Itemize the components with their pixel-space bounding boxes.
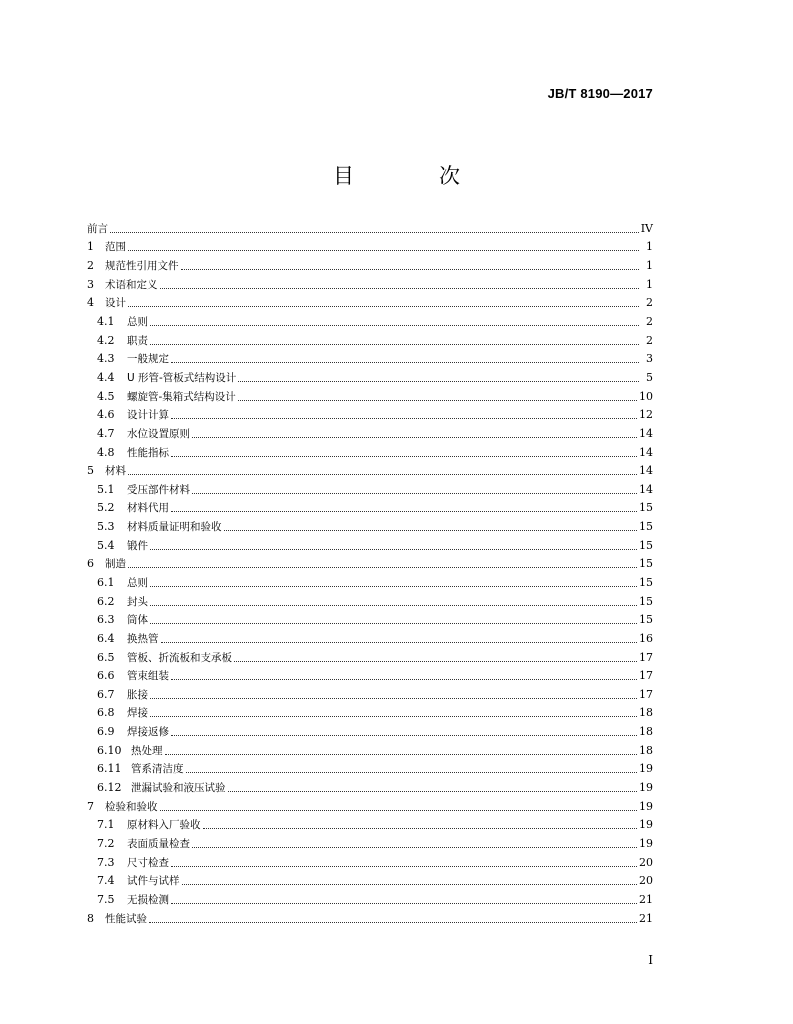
toc-entry[interactable] — [87, 461, 653, 480]
toc-entry-number: 1 — [87, 240, 94, 254]
dot-leader — [171, 362, 639, 363]
toc-entry-page: 17 — [639, 669, 653, 683]
toc-entry-page: 17 — [639, 650, 653, 664]
dot-leader — [203, 828, 638, 829]
toc-entry-number: 4.7 — [97, 426, 115, 440]
toc-entry-title: 规范性引用文件 — [105, 260, 179, 273]
toc-entry-number: 4.8 — [97, 445, 115, 459]
toc-entry[interactable] — [87, 648, 653, 667]
toc-entry-number: 6.3 — [97, 613, 115, 627]
toc-entry-title: 筒体 — [127, 614, 148, 627]
toc-title: 目 次 — [333, 164, 492, 188]
dot-leader — [150, 698, 637, 699]
toc-entry-number: 4.6 — [97, 408, 115, 422]
dot-leader — [171, 735, 637, 736]
dot-leader — [150, 549, 637, 550]
toc-entry-page: 15 — [639, 520, 653, 534]
toc-entry-page: 1 — [646, 240, 653, 254]
toc-entry-page: 5 — [646, 370, 653, 384]
toc-entry-number: 6.10 — [97, 743, 122, 757]
toc-entry[interactable] — [87, 294, 653, 313]
toc-entry-number: 6.5 — [97, 650, 115, 664]
toc-entry-page: 15 — [639, 557, 653, 571]
dot-leader — [182, 884, 638, 885]
toc-entry-title: 前言 — [87, 222, 108, 235]
toc-entry[interactable] — [87, 797, 653, 816]
toc-entry-number: 7 — [87, 799, 94, 813]
toc-entry-number: 4.3 — [97, 352, 115, 366]
dot-leader — [171, 866, 637, 867]
page-number: I — [648, 953, 653, 967]
toc-entry-title: 材料代用 — [127, 502, 169, 515]
toc-entry-title: 总则 — [127, 316, 148, 329]
toc-entry-page: 15 — [639, 575, 653, 589]
toc-entry[interactable] — [87, 853, 653, 872]
toc-entry-number: 8 — [87, 911, 94, 925]
toc-entry-page: 18 — [639, 706, 653, 720]
toc-entry-number: 6.4 — [97, 631, 115, 645]
toc-entry[interactable] — [87, 349, 653, 368]
toc-entry[interactable] — [87, 741, 653, 760]
toc-entry-number: 5.1 — [97, 482, 115, 496]
dot-leader — [171, 903, 637, 904]
toc-entry-title: 材料 — [105, 465, 126, 478]
dot-leader — [165, 754, 638, 755]
toc-entry-page: 17 — [639, 687, 653, 701]
toc-entry[interactable] — [87, 909, 653, 928]
toc-entry-page: 20 — [639, 855, 653, 869]
dot-leader — [238, 381, 639, 382]
toc-entry-title: U 形管-管板式结构设计 — [127, 371, 237, 384]
dot-leader — [234, 661, 637, 662]
toc-entry-page: 16 — [639, 631, 653, 645]
toc-entry-number: 6.7 — [97, 687, 115, 701]
toc-entry-title: 水位设置原则 — [127, 427, 190, 440]
toc-entry[interactable] — [87, 816, 653, 835]
toc-entry-number: 6 — [87, 557, 94, 571]
toc-entry-number: 6.9 — [97, 725, 115, 739]
dot-leader — [149, 922, 637, 923]
dot-leader — [192, 493, 637, 494]
toc-entry-number: 5.4 — [97, 538, 115, 552]
toc-entry-number: 7.5 — [97, 892, 115, 906]
toc-entry-number: 4.4 — [97, 370, 115, 384]
toc-entry-page: 3 — [646, 352, 653, 366]
toc-entry-page: 19 — [639, 781, 653, 795]
toc-entry-title: 性能指标 — [127, 446, 169, 459]
toc-entry-page: 1 — [646, 277, 653, 291]
toc-entry-title: 设计 — [105, 297, 126, 310]
toc-entry-title: 职责 — [127, 334, 148, 347]
dot-leader — [150, 605, 637, 606]
toc-entry-page: 20 — [639, 874, 653, 888]
toc-entry-page: 14 — [639, 464, 653, 478]
dot-leader — [150, 325, 639, 326]
toc-entry[interactable] — [87, 424, 653, 443]
dot-leader — [171, 679, 637, 680]
dot-leader — [150, 623, 637, 624]
toc-entry[interactable] — [87, 592, 653, 611]
toc-entry-page: 15 — [639, 594, 653, 608]
toc-entry[interactable] — [87, 275, 653, 294]
dot-leader — [171, 418, 637, 419]
toc-entry-title: 锻件 — [127, 539, 148, 552]
toc-entry-page: 2 — [646, 315, 653, 329]
toc-entry-page: 19 — [639, 762, 653, 776]
toc-entry-number: 3 — [87, 277, 94, 291]
toc-entry-title: 管系清洁度 — [131, 763, 184, 776]
toc-entry-page: 14 — [639, 426, 653, 440]
toc-entry-title: 制造 — [105, 558, 126, 571]
toc-entry-number: 6.1 — [97, 575, 115, 589]
toc-entry[interactable] — [87, 890, 653, 909]
toc-entry-number: 5.2 — [97, 501, 115, 515]
toc-entry[interactable] — [87, 871, 653, 890]
toc-entry-page: 18 — [639, 725, 653, 739]
dot-leader — [128, 567, 637, 568]
toc-entry-title: 检验和验收 — [105, 800, 158, 813]
toc-entry-page: 15 — [639, 613, 653, 627]
dot-leader — [160, 810, 638, 811]
toc-entry-number: 5.3 — [97, 520, 115, 534]
toc-entry[interactable] — [87, 778, 653, 797]
toc-entry-number: 5 — [87, 464, 94, 478]
toc-entry-page: 10 — [639, 389, 653, 403]
dot-leader — [160, 288, 640, 289]
toc-entry-number: 4.2 — [97, 333, 115, 347]
toc-entry-title: 管板、折流板和支承板 — [127, 651, 232, 664]
toc-entry-number: 6.12 — [97, 781, 122, 795]
toc-entry-title: 一般规定 — [127, 353, 169, 366]
toc-entry[interactable] — [87, 219, 653, 238]
dot-leader — [171, 511, 637, 512]
toc-entry-title: 试件与试样 — [127, 875, 180, 888]
toc-entry-page: 21 — [639, 892, 653, 906]
toc-entry-title: 管束组装 — [127, 670, 169, 683]
dot-leader — [150, 716, 637, 717]
toc-entry[interactable] — [87, 368, 653, 387]
dot-leader — [192, 437, 637, 438]
toc-entry[interactable] — [87, 387, 653, 406]
toc-entry[interactable] — [87, 480, 653, 499]
toc-entry-page: 14 — [639, 445, 653, 459]
toc-entry-number: 2 — [87, 259, 94, 273]
toc-entry[interactable] — [87, 666, 653, 685]
dot-leader — [128, 250, 639, 251]
toc-entry-title: 材料质量证明和验收 — [127, 521, 222, 534]
toc-entry[interactable] — [87, 704, 653, 723]
toc-entry-page: 19 — [639, 836, 653, 850]
dot-leader — [228, 791, 638, 792]
toc-entry-title: 焊接 — [127, 707, 148, 720]
toc-entry-number: 7.3 — [97, 855, 115, 869]
toc-entry[interactable] — [87, 517, 653, 536]
dot-leader — [238, 400, 637, 401]
toc-entry[interactable] — [87, 256, 653, 275]
toc-entry-page: 2 — [646, 296, 653, 310]
toc-entry[interactable] — [87, 834, 653, 853]
toc-entry-page: 19 — [639, 799, 653, 813]
toc-entry-title: 热处理 — [131, 744, 163, 757]
dot-leader — [150, 586, 637, 587]
dot-leader — [161, 642, 638, 643]
dot-leader — [181, 269, 640, 270]
toc-entry-title: 换热管 — [127, 632, 159, 645]
toc-entry-page: IV — [640, 221, 653, 235]
toc-entry-title: 胀接 — [127, 688, 148, 701]
toc-entry-page: 15 — [639, 501, 653, 515]
toc-entry[interactable] — [87, 443, 653, 462]
toc-entry-title: 封头 — [127, 595, 148, 608]
toc-entry-number: 7.4 — [97, 874, 115, 888]
toc-entry-number: 4 — [87, 296, 94, 310]
toc-entry[interactable] — [87, 610, 653, 629]
toc-entry-number: 4.1 — [97, 315, 115, 329]
toc-entry-title: 范围 — [105, 241, 126, 254]
toc-entry[interactable] — [87, 573, 653, 592]
toc-entry-page: 21 — [639, 911, 653, 925]
toc-entry[interactable] — [87, 312, 653, 331]
toc-entry[interactable] — [87, 499, 653, 518]
dot-leader — [171, 456, 637, 457]
toc-entry-title: 设计计算 — [127, 409, 169, 422]
toc-entry-number: 6.8 — [97, 706, 115, 720]
toc-entry-page: 14 — [639, 482, 653, 496]
toc-entry-page: 2 — [646, 333, 653, 347]
toc-entry-number: 6.11 — [97, 762, 122, 776]
toc-entry[interactable] — [87, 405, 653, 424]
toc-entry-page: 1 — [646, 259, 653, 273]
dot-leader — [110, 232, 639, 233]
toc-entry[interactable] — [87, 238, 653, 257]
toc-entry-number: 4.5 — [97, 389, 115, 403]
toc-entry[interactable] — [87, 331, 653, 350]
toc-entry[interactable] — [87, 760, 653, 779]
toc-entry-title: 性能试验 — [105, 912, 147, 925]
toc-entry-title: 总则 — [127, 576, 148, 589]
dot-leader — [128, 474, 637, 475]
toc-entry-title: 无损检测 — [127, 893, 169, 906]
toc-entry-page: 18 — [639, 743, 653, 757]
dot-leader — [224, 530, 638, 531]
toc-entry[interactable] — [87, 536, 653, 555]
toc-entry-title: 受压部件材料 — [127, 483, 190, 496]
table-of-contents — [87, 219, 653, 927]
toc-entry[interactable] — [87, 629, 653, 648]
standard-code: JB/T 8190—2017 — [547, 86, 653, 101]
toc-entry-title: 螺旋管-集箱式结构设计 — [127, 390, 236, 403]
toc-entry-page: 19 — [639, 818, 653, 832]
dot-leader — [128, 306, 639, 307]
toc-entry-title: 表面质量检查 — [127, 837, 190, 850]
dot-leader — [186, 772, 638, 773]
toc-entry-title: 焊接返修 — [127, 726, 169, 739]
toc-entry-title: 术语和定义 — [105, 278, 158, 291]
toc-entry-title: 原材料入厂验收 — [127, 819, 201, 832]
toc-entry-number: 7.2 — [97, 836, 115, 850]
toc-entry-page: 12 — [639, 408, 653, 422]
dot-leader — [150, 344, 639, 345]
toc-entry[interactable] — [87, 555, 653, 574]
toc-entry[interactable] — [87, 722, 653, 741]
dot-leader — [192, 847, 637, 848]
toc-entry-number: 7.1 — [97, 818, 115, 832]
toc-entry-page: 15 — [639, 538, 653, 552]
toc-entry-number: 6.6 — [97, 669, 115, 683]
toc-entry-title: 泄漏试验和液压试验 — [131, 782, 226, 795]
toc-entry-number: 6.2 — [97, 594, 115, 608]
toc-entry[interactable] — [87, 685, 653, 704]
toc-entry-title: 尺寸检查 — [127, 856, 169, 869]
